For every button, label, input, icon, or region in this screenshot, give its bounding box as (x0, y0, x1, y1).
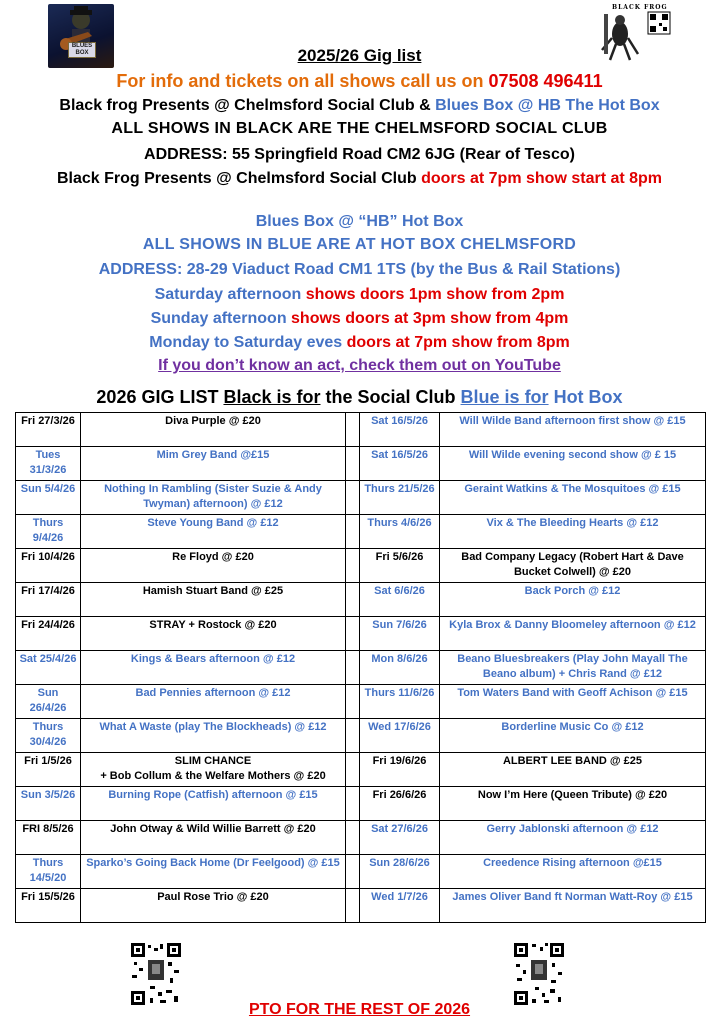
table-row (16, 685, 706, 719)
left-date: Sun 3/5/26 (16, 787, 81, 821)
sunday-times (0, 310, 719, 328)
table-row (16, 549, 706, 583)
black-frog-brand: BLACK FROG (612, 4, 668, 11)
table-row (16, 617, 706, 651)
left-date: Thurs 9/4/26 (16, 515, 81, 549)
left-event: SLIM CHANCE + Bob Collum & the Welfare Mothers @ £20 (81, 753, 346, 787)
presents-line (0, 97, 719, 115)
right-date: Thurs 21/5/26 (360, 481, 440, 515)
left-date: Sun 5/4/26 (16, 481, 81, 515)
separator (346, 651, 360, 685)
left-event: Sparko’s Going Back Home (Dr Feelgood) @ £15 (81, 855, 346, 889)
separator (346, 889, 360, 923)
left-event: STRAY + Rostock @ £20 (81, 617, 346, 651)
hot-box-address: ADDRESS: 28-29 Viaduct Road CM1 1TS (by the Bus & Rail Stations) (98, 261, 621, 278)
left-event: Burning Rope (Catfish) afternoon @ £15 (81, 787, 346, 821)
presents-black: Black frog Presents @ Chelmsford Social Club & (59, 97, 436, 114)
blues-box-sign: BLUES BOX (68, 42, 96, 58)
saturday-doors: shows doors 1pm show from 2pm (305, 286, 565, 303)
left-event: Paul Rose Trio @ £20 (81, 889, 346, 923)
left-event: Kings & Bears afternoon @ £12 (81, 651, 346, 685)
presents-blue: Blues Box @ HB The Hot Box (435, 97, 660, 114)
left-date: Fri 1/5/26 (16, 753, 81, 787)
gig-list-heading (0, 387, 719, 408)
blue-shows-note: ALL SHOWS IN BLUE ARE AT HOT BOX CHELMSFORD (142, 236, 577, 253)
separator (346, 413, 360, 447)
separator (346, 753, 360, 787)
saturday-label: Saturday afternoon (154, 286, 306, 303)
pto-footer: PTO FOR THE REST OF 2026 (248, 1001, 471, 1018)
right-date: Sat 16/5/26 (360, 447, 440, 481)
right-date: Fri 5/6/26 (360, 549, 440, 583)
right-event: ALBERT LEE BAND @ £25 (440, 753, 706, 787)
right-date: Sun 28/6/26 (360, 855, 440, 889)
blues-box-heading: Blues Box @ “HB” Hot Box (255, 213, 464, 230)
gig-table (15, 412, 706, 923)
right-event: Will Wilde Band afternoon first show @ £15 (440, 413, 706, 447)
table-row (16, 787, 706, 821)
right-date: Fri 19/6/26 (360, 753, 440, 787)
separator (346, 583, 360, 617)
left-date: Thurs 14/5/20 (16, 855, 81, 889)
table-row (16, 821, 706, 855)
right-event: Tom Waters Band with Geoff Achison @ £15 (440, 685, 706, 719)
black-shows-note: ALL SHOWS IN BLACK ARE THE CHELMSFORD SOCIAL CLUB (111, 120, 608, 137)
right-date: Sat 16/5/26 (360, 413, 440, 447)
separator (346, 481, 360, 515)
right-event: Now I’m Here (Queen Tribute) @ £20 (440, 787, 706, 821)
separator (346, 515, 360, 549)
hot-box-text: Hot Box (548, 387, 623, 407)
right-event: Will Wilde evening second show @ £ 15 (440, 447, 706, 481)
right-date: Sat 27/6/26 (360, 821, 440, 855)
doors-red: doors at 7pm show start at 8pm (421, 170, 663, 187)
sunday-label: Sunday afternoon (150, 310, 292, 327)
separator (346, 617, 360, 651)
right-date: Sat 6/6/26 (360, 583, 440, 617)
right-event: Borderline Music Co @ £12 (440, 719, 706, 753)
table-row (16, 583, 706, 617)
left-date: Fri 10/4/26 (16, 549, 81, 583)
social-club-text: the Social Club (320, 387, 461, 407)
left-date: Sat 25/4/26 (16, 651, 81, 685)
right-event: Bad Company Legacy (Robert Hart & Dave Bucket Colwell) @ £20 (440, 549, 706, 583)
blue-is-for: Blue is for (460, 387, 549, 407)
right-date: Wed 1/7/26 (360, 889, 440, 923)
sunday-doors: shows doors at 3pm show from 4pm (291, 310, 569, 327)
left-date: Fri 24/4/26 (16, 617, 81, 651)
table-row (16, 481, 706, 515)
table-row (16, 515, 706, 549)
right-date: Wed 17/6/26 (360, 719, 440, 753)
separator (346, 447, 360, 481)
right-date: Mon 8/6/26 (360, 651, 440, 685)
left-date: Fri 17/4/26 (16, 583, 81, 617)
left-date: Sun 26/4/26 (16, 685, 81, 719)
left-date: Tues 31/3/26 (16, 447, 81, 481)
left-date: Fri 15/5/26 (16, 889, 81, 923)
left-event: Diva Purple @ £20 (81, 413, 346, 447)
youtube-note: If you don’t know an act, check them out on YouTube (158, 357, 561, 374)
table-row (16, 889, 706, 923)
table-row (16, 753, 706, 787)
left-event: Steve Young Band @ £12 (81, 515, 346, 549)
left-date: Fri 27/3/26 (16, 413, 81, 447)
separator (346, 685, 360, 719)
separator (346, 821, 360, 855)
right-date: Fri 26/6/26 (360, 787, 440, 821)
left-event: What A Waste (play The Blockheads) @ £12 (81, 719, 346, 753)
weekday-label: Monday to Saturday eves (149, 334, 347, 351)
separator (346, 855, 360, 889)
right-event: Gerry Jablonski afternoon @ £12 (440, 821, 706, 855)
right-event: Geraint Watkins & The Mosquitoes @ £15 (440, 481, 706, 515)
social-club-doors (0, 170, 719, 188)
saturday-times (0, 286, 719, 304)
right-event: Vix & The Bleeding Hearts @ £12 (440, 515, 706, 549)
page-title: 2025/26 Gig list (297, 46, 422, 65)
table-row (16, 447, 706, 481)
weekday-times (0, 334, 719, 352)
right-event: Kyla Brox & Danny Bloomeley afternoon @ £12 (440, 617, 706, 651)
black-is-for: Black is for (223, 387, 321, 407)
social-club-address: ADDRESS: 55 Springfield Road CM2 6JG (Rear of Tesco) (144, 146, 575, 163)
right-date: Sun 7/6/26 (360, 617, 440, 651)
phone-number: 07508 496411 (488, 71, 603, 91)
right-event: Back Porch @ £12 (440, 583, 706, 617)
left-event: Bad Pennies afternoon @ £12 (81, 685, 346, 719)
separator (346, 549, 360, 583)
doors-black: Black Frog Presents @ Chelmsford Social Club (56, 170, 422, 187)
left-event: Nothing In Rambling (Sister Suzie & Andy Twyman) afternoon) @ £12 (81, 481, 346, 515)
right-date: Thurs 11/6/26 (360, 685, 440, 719)
qr-code-left (130, 942, 182, 1006)
right-event: James Oliver Band ft Norman Watt-Roy @ £15 (440, 889, 706, 923)
table-row (16, 413, 706, 447)
separator (346, 719, 360, 753)
left-date: Thurs 30/4/26 (16, 719, 81, 753)
left-event: Re Floyd @ £20 (81, 549, 346, 583)
left-event: Mim Grey Band @£15 (81, 447, 346, 481)
info-text: For info and tickets on all shows call us on (116, 71, 489, 91)
right-event: Creedence Rising afternoon @£15 (440, 855, 706, 889)
right-event: Beano Bluesbreakers (Play John Mayall The Beano album) + Chris Rand @ £12 (440, 651, 706, 685)
table-row (16, 855, 706, 889)
left-event: John Otway & Wild Willie Barrett @ £20 (81, 821, 346, 855)
left-event: Hamish Stuart Band @ £25 (81, 583, 346, 617)
left-date: FRI 8/5/26 (16, 821, 81, 855)
table-row (16, 651, 706, 685)
right-date: Thurs 4/6/26 (360, 515, 440, 549)
separator (346, 787, 360, 821)
gig-list-year: 2026 GIG LIST (96, 387, 224, 407)
table-row (16, 719, 706, 753)
qr-code-right (513, 942, 565, 1006)
info-line (0, 71, 719, 92)
weekday-doors: doors at 7pm show from 8pm (346, 334, 570, 351)
